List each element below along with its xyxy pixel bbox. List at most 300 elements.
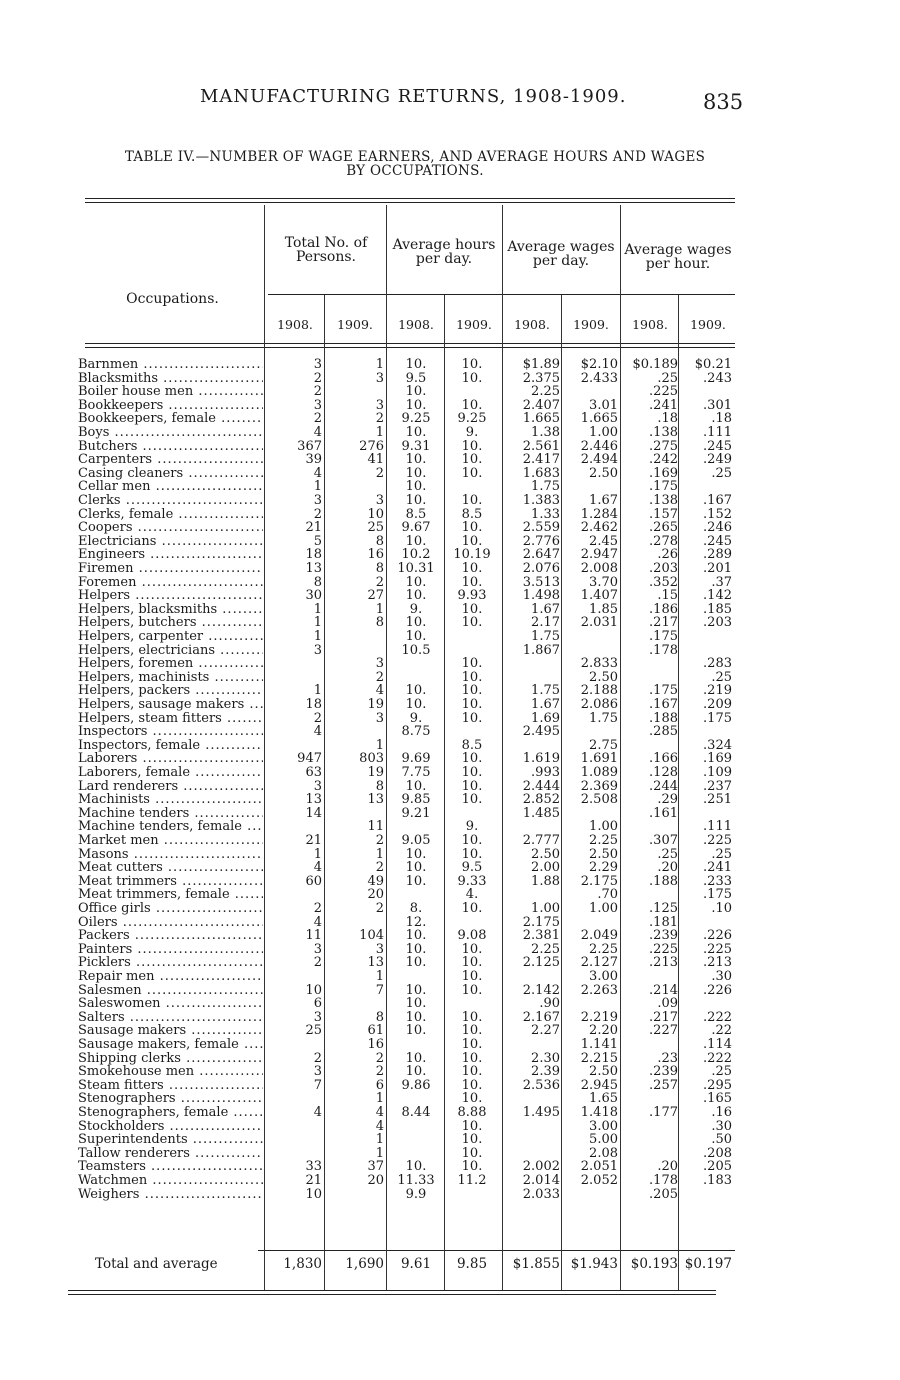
table-cell: 9.9 xyxy=(405,1186,427,1202)
table-cell: 3.00 xyxy=(589,1118,618,1134)
table-cell: 10. xyxy=(461,1064,483,1080)
occupation-name: Firemen ..... xyxy=(78,562,263,575)
total-cell: 1,830 xyxy=(283,1256,322,1272)
table-cell: 2 xyxy=(313,710,322,726)
table-cell: .226 xyxy=(703,928,732,944)
occupation-name: Carpenters ..... xyxy=(78,453,263,466)
table-cell: 8 xyxy=(313,574,322,590)
table-cell: 2.30 xyxy=(531,1050,560,1066)
table-cell: 1.383 xyxy=(522,493,560,508)
table-cell: 1.75 xyxy=(589,710,618,726)
table-cell: 2.536 xyxy=(522,1077,560,1093)
table-cell: 9.5 xyxy=(461,860,483,876)
occupation-name: Meat cutters ..... xyxy=(78,861,263,874)
table-row xyxy=(0,780,900,793)
table-row xyxy=(0,399,900,412)
table-cell: 2.125 xyxy=(522,955,560,971)
table-cell: .157 xyxy=(649,506,678,522)
table-cell: 10. xyxy=(461,1091,483,1107)
table-cell: 8 xyxy=(375,1009,384,1025)
table-row xyxy=(0,875,900,888)
table-cell: 2.175 xyxy=(522,914,560,930)
table-cell: 1.67 xyxy=(531,601,560,617)
table-cell: .188 xyxy=(649,873,678,889)
table-cell: 2.033 xyxy=(522,1186,560,1202)
table-cell: .265 xyxy=(649,520,678,536)
table-cell: 2.381 xyxy=(522,928,560,944)
table-cell: 2 xyxy=(375,833,384,848)
table-cell: 9.5 xyxy=(405,370,427,386)
table-row xyxy=(0,535,900,548)
table-cell: 10. xyxy=(461,765,483,780)
table-cell: 2 xyxy=(375,465,384,481)
table-cell: 2.559 xyxy=(522,520,560,536)
table-cell: 4 xyxy=(375,1105,384,1120)
table-cell: 10. xyxy=(461,574,483,590)
table-cell: .167 xyxy=(649,697,678,712)
table-cell: 9. xyxy=(465,425,479,440)
table-row xyxy=(0,916,900,929)
table-cell: $0.189 xyxy=(632,357,678,372)
occupation-name: Helpers, butchers ..... xyxy=(78,616,263,629)
occupation-name: Machine tenders, female ..... xyxy=(78,820,263,833)
table-cell: 10. xyxy=(405,860,427,876)
table-cell: 7 xyxy=(375,982,384,998)
table-cell: 10. xyxy=(461,778,483,794)
occupation-name: Meat trimmers ..... xyxy=(78,875,263,888)
top-rule xyxy=(85,198,735,199)
table-cell: $0.21 xyxy=(694,357,732,372)
table-row xyxy=(0,671,900,684)
table-cell: 4 xyxy=(313,1105,322,1120)
table-cell: 2.219 xyxy=(580,1009,618,1025)
table-title-line-2: BY OCCUPATIONS. xyxy=(346,163,484,179)
table-cell: 2 xyxy=(313,411,322,427)
table-cell: 9. xyxy=(465,819,479,835)
table-cell: 10. xyxy=(461,656,483,672)
table-cell: 2.50 xyxy=(589,1064,618,1080)
table-row xyxy=(0,521,900,534)
table-cell: 10. xyxy=(461,1009,483,1025)
table-cell: 7 xyxy=(313,1077,322,1093)
table-cell: 8 xyxy=(375,561,384,576)
table-cell: 8.5 xyxy=(461,506,483,522)
table-cell: 39 xyxy=(305,452,322,468)
occupation-name: Shipping clerks ..... xyxy=(78,1052,263,1065)
table-row xyxy=(0,888,900,901)
table-row xyxy=(0,1011,900,1024)
occupation-name: Inspectors, female ..... xyxy=(78,739,263,752)
table-cell: .183 xyxy=(703,1173,732,1188)
table-cell: .166 xyxy=(649,751,678,767)
table-cell: .219 xyxy=(703,683,732,699)
table-cell: 10. xyxy=(405,683,427,699)
table-cell: 4 xyxy=(313,724,322,740)
table-cell: 11.2 xyxy=(457,1173,487,1188)
table-cell: 14 xyxy=(305,805,322,821)
table-cell: 1 xyxy=(375,425,384,440)
occupation-name: Helpers, machinists ..... xyxy=(78,671,263,684)
table-cell: .239 xyxy=(649,1064,678,1080)
table-cell: 9.21 xyxy=(401,805,431,821)
table-cell: 49 xyxy=(367,873,384,889)
bottom-rule-2 xyxy=(68,1294,716,1295)
occupation-name: Helpers ..... xyxy=(78,589,263,602)
table-cell: 10. xyxy=(461,370,483,386)
table-cell: 3 xyxy=(313,778,322,794)
table-cell: 33 xyxy=(305,1159,322,1175)
table-cell: 2 xyxy=(313,955,322,971)
table-cell: .26 xyxy=(657,547,678,563)
table-row xyxy=(0,752,900,765)
occupations-header: Occupations. xyxy=(126,291,219,307)
table-cell: .241 xyxy=(703,860,732,876)
total-cell: $1.943 xyxy=(570,1256,618,1272)
table-cell: 947 xyxy=(297,751,322,767)
table-cell: 10. xyxy=(405,996,427,1012)
table-row xyxy=(0,861,900,874)
table-cell: 10. xyxy=(461,1037,483,1052)
table-cell: .203 xyxy=(649,561,678,576)
table-cell: 5 xyxy=(313,533,322,549)
table-cell: .225 xyxy=(703,941,732,957)
table-cell: 1.284 xyxy=(580,506,618,522)
table-cell: 10. xyxy=(461,751,483,767)
table-cell: .18 xyxy=(711,411,732,427)
table-row xyxy=(0,1038,900,1051)
table-cell: .25 xyxy=(657,370,678,386)
table-cell: 2.495 xyxy=(522,724,560,740)
table-cell: 9. xyxy=(409,601,423,617)
table-cell: 10 xyxy=(305,982,322,998)
table-cell: 10. xyxy=(461,710,483,726)
table-cell: 2.75 xyxy=(589,737,618,753)
table-cell: 2.50 xyxy=(589,465,618,481)
table-cell: 18 xyxy=(305,697,322,712)
table-cell: 1.75 xyxy=(531,683,560,699)
table-cell: 2.00 xyxy=(531,860,560,876)
occupation-name: Coopers ..... xyxy=(78,521,263,534)
table-cell: 10. xyxy=(405,1159,427,1175)
table-cell: 4 xyxy=(313,914,322,930)
table-cell: 10. xyxy=(405,873,427,889)
table-cell: .138 xyxy=(649,493,678,508)
table-cell: 1.00 xyxy=(589,425,618,440)
table-cell: 2.175 xyxy=(580,873,618,889)
table-cell: 10. xyxy=(405,479,427,495)
table-cell: 9.33 xyxy=(457,873,487,889)
table-cell: .29 xyxy=(657,792,678,808)
table-cell: .167 xyxy=(703,493,732,508)
table-cell: 1 xyxy=(375,1145,384,1161)
table-cell: 3 xyxy=(313,941,322,957)
table-cell: 10. xyxy=(405,397,427,413)
table-cell: 25 xyxy=(367,520,384,536)
table-cell: 3.513 xyxy=(522,574,560,590)
table-cell: .37 xyxy=(711,574,732,590)
table-cell: 2.508 xyxy=(580,792,618,808)
table-row xyxy=(0,426,900,439)
table-cell: 11.33 xyxy=(397,1173,435,1188)
occupation-name: Office girls ..... xyxy=(78,902,263,915)
table-row xyxy=(0,412,900,425)
occupation-name: Clerks, female ..... xyxy=(78,508,263,521)
table-cell: 2.052 xyxy=(580,1173,618,1188)
occupation-name: Laborers, female ..... xyxy=(78,766,263,779)
table-cell: .50 xyxy=(711,1132,732,1148)
table-row xyxy=(0,848,900,861)
table-cell: 10. xyxy=(461,955,483,971)
table-cell: 10. xyxy=(405,1064,427,1080)
table-cell: 276 xyxy=(359,438,384,454)
table-cell: .16 xyxy=(711,1105,732,1120)
table-cell: .217 xyxy=(649,615,678,631)
occupation-name: Helpers, carpenter ..... xyxy=(78,630,263,643)
table-cell: 10. xyxy=(461,1145,483,1161)
occupation-name: Tallow renderers ..... xyxy=(78,1147,263,1160)
table-cell: 10. xyxy=(405,1009,427,1025)
table-cell: .213 xyxy=(649,955,678,971)
table-cell: .245 xyxy=(703,438,732,454)
table-cell: 10.31 xyxy=(397,561,435,576)
table-cell: .25 xyxy=(711,846,732,862)
table-cell: 2.50 xyxy=(531,846,560,862)
table-cell: 2.29 xyxy=(589,860,618,876)
table-row xyxy=(0,576,900,589)
table-cell: 1.88 xyxy=(531,873,560,889)
table-cell: 10. xyxy=(461,833,483,848)
table-row xyxy=(0,1188,900,1201)
table-cell: .109 xyxy=(703,765,732,780)
table-cell: 1.65 xyxy=(589,1091,618,1107)
table-cell: 2.369 xyxy=(580,778,618,794)
table-cell: .20 xyxy=(657,1159,678,1175)
table-cell: 2 xyxy=(375,669,384,685)
table-cell: 2.076 xyxy=(522,561,560,576)
table-cell: .251 xyxy=(703,792,732,808)
table-cell: .186 xyxy=(649,601,678,617)
table-cell: 2.561 xyxy=(522,438,560,454)
table-cell: 2.833 xyxy=(580,656,618,672)
table-cell: 10. xyxy=(461,493,483,508)
table-cell: .152 xyxy=(703,506,732,522)
table-cell: 9.67 xyxy=(401,520,431,536)
table-cell: .243 xyxy=(703,370,732,386)
table-cell: 2.462 xyxy=(580,520,618,536)
occupation-name: Market men ..... xyxy=(78,834,263,847)
table-cell: 10. xyxy=(405,778,427,794)
table-cell: .214 xyxy=(649,982,678,998)
table-cell: 1.00 xyxy=(531,901,560,916)
table-cell: .175 xyxy=(649,683,678,699)
table-row xyxy=(0,1174,900,1187)
occupation-name: Bookkeepers ..... xyxy=(78,399,263,412)
table-cell: 2.27 xyxy=(531,1023,560,1039)
table-cell: 3.00 xyxy=(589,969,618,984)
table-cell: 2.215 xyxy=(580,1050,618,1066)
table-cell: 61 xyxy=(367,1023,384,1039)
table-cell: 10. xyxy=(461,901,483,916)
table-cell: 1 xyxy=(313,629,322,644)
table-cell: 10.5 xyxy=(401,642,431,658)
table-cell: 3 xyxy=(313,397,322,413)
table-cell: .169 xyxy=(703,751,732,767)
occupation-name: Painters ..... xyxy=(78,943,263,956)
table-cell: .209 xyxy=(703,697,732,712)
table-cell: .18 xyxy=(657,411,678,427)
table-cell: 18 xyxy=(305,547,322,563)
table-cell: 2.002 xyxy=(522,1159,560,1175)
table-cell: 10. xyxy=(461,1050,483,1066)
table-row xyxy=(0,1092,900,1105)
table-cell: .185 xyxy=(703,601,732,617)
total-cell: $0.193 xyxy=(630,1256,678,1272)
table-cell: 2.776 xyxy=(522,533,560,549)
table-cell: 21 xyxy=(305,1173,322,1188)
table-cell: 4 xyxy=(313,425,322,440)
table-row xyxy=(0,1052,900,1065)
table-cell: 2.444 xyxy=(522,778,560,794)
occupation-name: Repair men ..... xyxy=(78,970,263,983)
table-cell: 10. xyxy=(461,561,483,576)
table-cell: 1.495 xyxy=(522,1105,560,1120)
table-cell: 1.141 xyxy=(580,1037,618,1052)
table-row xyxy=(0,657,900,670)
table-cell: 10. xyxy=(461,533,483,549)
occupation-name: Smokehouse men ..... xyxy=(78,1065,263,1078)
table-cell: 27 xyxy=(367,588,384,604)
occupation-name: Machine tenders ..... xyxy=(78,807,263,820)
table-cell: .177 xyxy=(649,1105,678,1120)
table-cell: .25 xyxy=(711,465,732,481)
table-cell: 20 xyxy=(367,887,384,903)
table-cell: 2.25 xyxy=(589,833,618,848)
occupation-name: Stockholders ..... xyxy=(78,1120,263,1133)
table-cell: .225 xyxy=(703,833,732,848)
table-cell: 21 xyxy=(305,833,322,848)
occupation-name: Laborers ..... xyxy=(78,752,263,765)
table-cell: 10. xyxy=(405,465,427,481)
table-cell: 10. xyxy=(461,615,483,631)
table-cell: 9.25 xyxy=(457,411,487,427)
table-cell: 19 xyxy=(367,765,384,780)
table-cell: .222 xyxy=(703,1050,732,1066)
table-cell: 3 xyxy=(375,370,384,386)
table-cell: .111 xyxy=(703,819,732,835)
table-cell: .239 xyxy=(649,928,678,944)
table-cell: 13 xyxy=(367,955,384,971)
table-cell: 1.00 xyxy=(589,901,618,916)
table-cell: 3 xyxy=(375,493,384,508)
occupation-name: Helpers, electricians ..... xyxy=(78,644,263,657)
table-cell: 10. xyxy=(461,792,483,808)
occupation-name: Weighers ..... xyxy=(78,1188,263,1201)
occupation-name: Engineers ..... xyxy=(78,548,263,561)
table-cell: 10. xyxy=(461,1023,483,1039)
table-cell: 9.69 xyxy=(401,751,431,767)
table-cell: .205 xyxy=(649,1186,678,1202)
table-cell: 4 xyxy=(375,683,384,699)
table-row xyxy=(0,943,900,956)
occupation-name: Helpers, packers ..... xyxy=(78,684,263,697)
table-cell: 10. xyxy=(461,397,483,413)
table-cell: 2.167 xyxy=(522,1009,560,1025)
table-cell: .241 xyxy=(649,397,678,413)
year-header: 1908. xyxy=(514,317,550,332)
occupation-name: Salters ..... xyxy=(78,1011,263,1024)
table-row xyxy=(0,440,900,453)
table-cell: .15 xyxy=(657,588,678,604)
total-top-rule xyxy=(258,1250,735,1251)
table-cell: 2.08 xyxy=(589,1145,618,1161)
table-cell: .301 xyxy=(703,397,732,413)
table-cell: 37 xyxy=(367,1159,384,1175)
table-row xyxy=(0,820,900,833)
table-cell: 1 xyxy=(375,1091,384,1107)
table-cell: .161 xyxy=(649,805,678,821)
table-cell: 1.485 xyxy=(522,805,560,821)
table-cell: .175 xyxy=(703,887,732,903)
table-row xyxy=(0,793,900,806)
total-cell: 1,690 xyxy=(345,1256,384,1272)
table-cell: 10. xyxy=(405,425,427,440)
table-cell: 2 xyxy=(375,901,384,916)
total-cell: 9.85 xyxy=(456,1256,488,1272)
table-row xyxy=(0,929,900,942)
table-cell: 3 xyxy=(375,397,384,413)
occupation-name: Superintendents ..... xyxy=(78,1133,263,1146)
table-cell: 10. xyxy=(405,452,427,468)
table-cell: .225 xyxy=(649,941,678,957)
occupation-name: Helpers, steam fitters ..... xyxy=(78,712,263,725)
table-cell: 2.852 xyxy=(522,792,560,808)
occupation-name: Helpers, blacksmiths ..... xyxy=(78,603,263,616)
table-row xyxy=(0,1065,900,1078)
table-cell: .30 xyxy=(711,1118,732,1134)
table-cell: .352 xyxy=(649,574,678,590)
table-cell: .993 xyxy=(531,765,560,780)
table-cell: .245 xyxy=(703,533,732,549)
table-cell: 10. xyxy=(461,1118,483,1134)
table-cell: .295 xyxy=(703,1077,732,1093)
table-cell: 30 xyxy=(305,588,322,604)
table-cell: 9.25 xyxy=(401,411,431,427)
table-row xyxy=(0,725,900,738)
table-cell: 16 xyxy=(367,547,384,563)
table-cell: $2.10 xyxy=(580,357,618,372)
table-cell: .22 xyxy=(711,1023,732,1039)
table-cell: 2.031 xyxy=(580,615,618,631)
table-cell: 1.407 xyxy=(580,588,618,604)
table-cell: .175 xyxy=(649,479,678,495)
bottom-rule xyxy=(68,1290,716,1291)
table-cell: .205 xyxy=(703,1159,732,1175)
table-cell: 1.75 xyxy=(531,629,560,644)
group-header-hours: Average hours per day. xyxy=(392,237,496,267)
table-cell: 1.67 xyxy=(531,697,560,712)
table-cell: .213 xyxy=(703,955,732,971)
occupation-name: Meat trimmers, female ..... xyxy=(78,888,263,901)
table-cell: .275 xyxy=(649,438,678,454)
table-cell: 1.691 xyxy=(580,751,618,767)
table-cell: 2 xyxy=(375,860,384,876)
table-cell: 8 xyxy=(375,615,384,631)
table-cell: 10. xyxy=(405,629,427,644)
table-cell: 2 xyxy=(313,1050,322,1066)
occupation-name: Clerks ..... xyxy=(78,494,263,507)
table-cell: 1.683 xyxy=(522,465,560,481)
table-cell: 803 xyxy=(359,751,384,767)
